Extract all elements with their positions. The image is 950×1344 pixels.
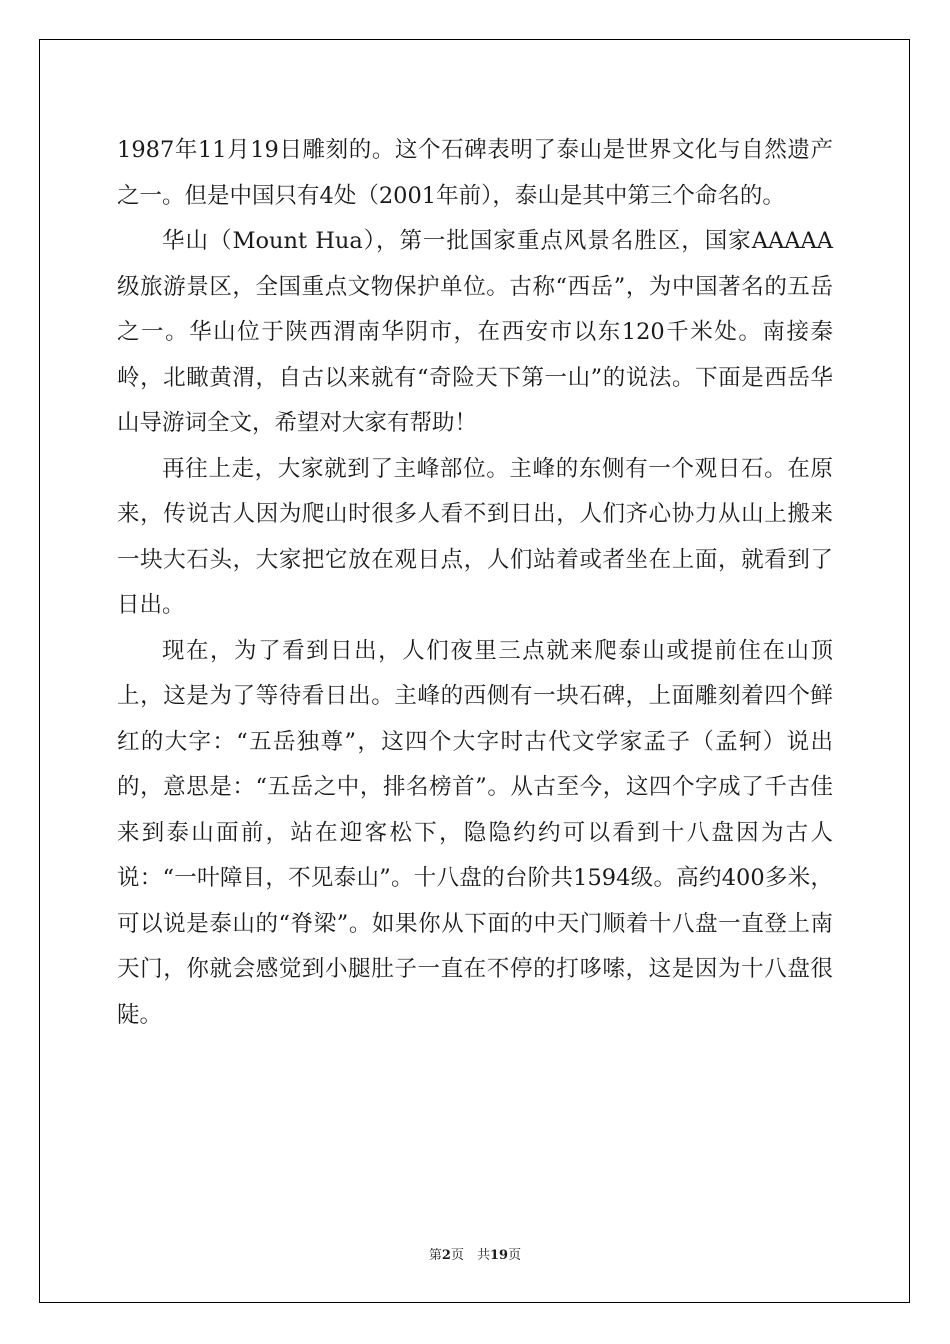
paragraph-2: 华山（Mount Hua），第一批国家重点风景名胜区，国家AAAAA级旅游景区，全国重点文物保护单位。古称“西岳”，为中国著名的五岳之一。华山位于陕西渭南华阴市，在西安市以东120千米处。南接秦岭，北瞰黄渭，自古以来就有“奇险天下第一山”的说法。下面是西岳华山导游词全文，希望对大家有帮助！ xyxy=(117,228,833,436)
paragraph-1: 1987年11月19日雕刻的。这个石碑表明了泰山是世界文化与自然遗产之一。但是中国只有4处（2001年前），泰山是其中第三个命名的。 xyxy=(117,137,833,209)
footer-suffix: 页 xyxy=(508,1248,522,1263)
document-body xyxy=(117,128,833,1038)
footer-mid: 页 共 xyxy=(450,1248,490,1263)
paragraph-3: 再往上走，大家就到了主峰部位。主峰的东侧有一个观日石。在原来，传说古人因为爬山时很多人看不到日出，人们齐心协力从山上搬来一块大石头，大家把它放在观日点，人们站着或者坐在上面，就看到了日出。 xyxy=(117,455,833,618)
footer-page-number: 2 xyxy=(441,1248,451,1263)
footer-prefix: 第 xyxy=(428,1248,442,1263)
paragraph-4: 现在，为了看到日出，人们夜里三点就来爬泰山或提前住在山顶上，这是为了等待看日出。主峰的西侧有一块石碑，上面雕刻着四个鲜红的大字：“五岳独尊”，这四个大字时古代文学家孟子（孟轲）说出的，意思是：“五岳之中，排名榜首”。从古至今，这四个字成了千古佳 来到泰山面前，站在迎客松下，隐隐约约可以看到十八盘因为古人说：“一叶障目，不见泰山”。十八盘的台阶共1594级。高约400多米，可以说是泰山的“脊梁”。如果你从下面的中天门顺着十八盘一直登上南天门，你就会感觉到小腿肚子一直在不停的打哆嗦，这是因为十八盘很陡。 xyxy=(117,637,833,1028)
page-footer xyxy=(0,1244,950,1263)
footer-total-pages: 19 xyxy=(489,1248,509,1263)
